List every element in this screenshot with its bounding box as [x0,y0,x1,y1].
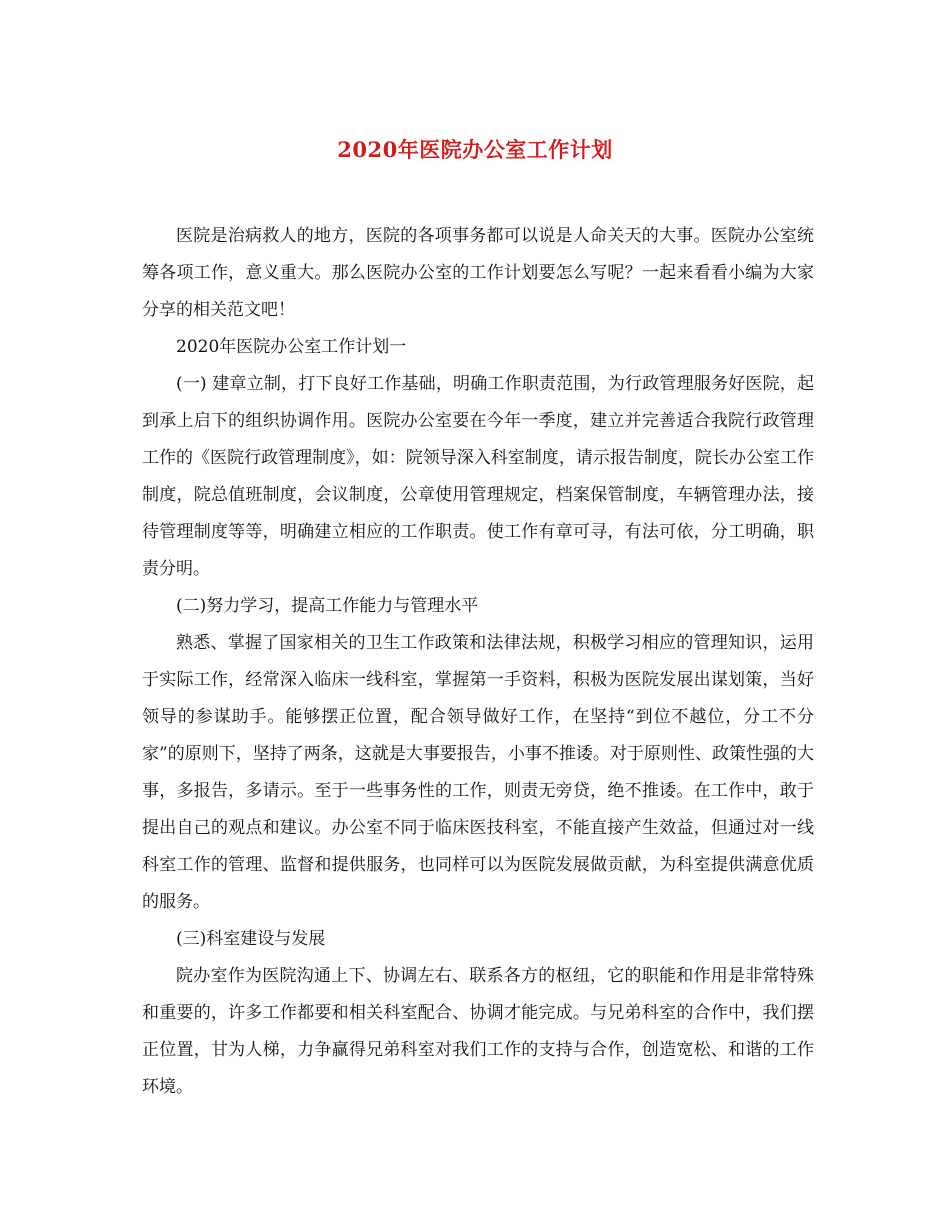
section-heading-plan-one: 2020年医院办公室工作计划一 [176,337,407,357]
paragraph-study: 熟悉、掌握了国家相关的卫生工作政策和法律法规，积极学习相应的管理知识，运用于实际工作，经常深入临床一线科室，掌握第一手资料，积极为医院发展出谋划策，当好领导的参谋助手。能够摆正位置，配合领导做好工作，在坚持“到位不越位，分工不分家”的原则下，坚持了两条，这就是大事要报告，小事不推诿。对于原则性、政策性强的大事，多报告，多请示。至于一些事务性的工作，则责无旁贷，绝不推诿。在工作中，敢于提出自己的观点和建议。办公室不同于临床医技科室，不能直接产生效益，但通过对一线科室工作的管理、监督和提供服务，也同样可以为医院发展做贡献，为科室提供满意优质的服务。 [142,633,814,912]
document-title: 2020年医院办公室工作计划 [337,137,613,162]
paragraph-department: 院办室作为医院沟通上下、协调左右、联系各方的枢纽，它的职能和作用是非常特殊和重要的，许多工作都要和相关科室配合、协调才能完成。与兄弟科室的合作中，我们摆正位置，甘为人梯，力争赢得兄弟科室对我们工作的支持与合作，创造宽松、和谐的工作环境。 [142,966,814,1097]
section-heading-study: (二)努力学习，提高工作能力与管理水平 [176,596,479,616]
document-body [142,218,814,1106]
paragraph-rules: (一) 建章立制，打下良好工作基础，明确工作职责范围，为行政管理服务好医院，起到承上启下的组织协调作用。医院办公室要在今年一季度，建立并完善适合我院行政管理工作的《医院行政管理制度》，如：院领导深入科室制度，请示报告制度，院长办公室工作制度，院总值班制度，会议制度，公章使用管理规定，档案保管制度，车辆管理办法，接待管理制度等等，明确建立相应的工作职责。使工作有章可寻，有法可依，分工明确，职责分明。 [142,374,814,579]
intro-paragraph: 医院是治病救人的地方，医院的各项事务都可以说是人命关天的大事。医院办公室统筹各项工作，意义重大。那么医院办公室的工作计划要怎么写呢？一起来看看小编为大家分享的相关范文吧！ [142,226,814,320]
section-heading-department: (三)科室建设与发展 [176,929,326,949]
